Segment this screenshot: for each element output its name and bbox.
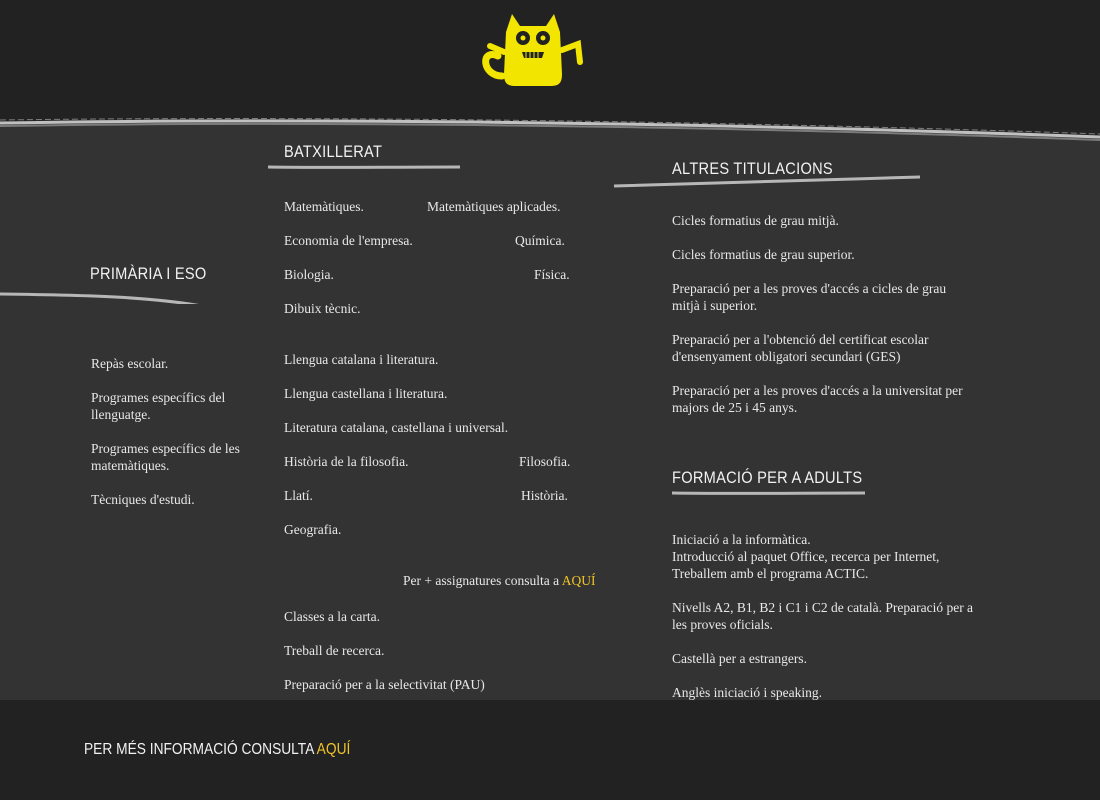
chalk-edge-line <box>0 112 1100 142</box>
primaria-item: Programes específics del llenguatge. <box>91 390 226 422</box>
primaria-underline <box>0 290 225 304</box>
footer-label: PER MÉS INFORMACIÓ CONSULTA <box>84 741 314 758</box>
batx-extra-item: Preparació per a la selectivitat (PAU) <box>284 677 485 692</box>
adults-item: Nivells A2, B1, B2 i C1 i C2 de català. Preparació per a les proves oficials. <box>672 600 974 632</box>
batx-item: Literatura catalana, castellana i universal. <box>284 420 509 435</box>
altres-title: ALTRES TITULACIONS <box>672 159 833 178</box>
batx-item: Història. <box>521 488 568 503</box>
altres-item: Preparació per a les proves d'accés a cicles de grau mitjà i superior. <box>672 281 947 313</box>
adults-info-line: Introducció al paquet Office, recerca per Internet, <box>672 549 940 564</box>
batx-item: Biologia. <box>284 267 334 282</box>
adults-title: FORMACIÓ PER A ADULTS <box>672 468 863 487</box>
footer-info <box>84 741 350 759</box>
adults-underline <box>672 488 868 498</box>
batx-item: Llengua castellana i literatura. <box>284 386 448 401</box>
primaria-item: Tècniques d'estudi. <box>91 492 195 507</box>
batxillerat-underline <box>268 162 464 174</box>
yellow-cat-mascot-icon[interactable] <box>478 6 588 90</box>
batx-item: Geografia. <box>284 522 342 537</box>
altres-item: Cicles formatius de grau mitjà. <box>672 213 839 228</box>
batx-item: Història de la filosofia. <box>284 454 409 469</box>
batx-item: Economia de l'empresa. <box>284 233 413 248</box>
more-subjects-link[interactable]: AQUÍ <box>561 573 596 588</box>
primaria-title: PRIMÀRIA I ESO <box>90 264 207 283</box>
batxillerat-title: BATXILLERAT <box>284 142 383 161</box>
batx-extra-item: Treball de recerca. <box>284 643 385 658</box>
adults-info-line: Iniciació a la informàtica. <box>672 532 811 547</box>
primaria-item: Programes específics de les matemàtiques. <box>91 441 240 473</box>
batx-item: Matemàtiques. <box>284 199 364 214</box>
altres-item: Preparació per a l'obtenció del certificat escolar d'ensenyament obligatori secundari (GES) <box>672 332 929 364</box>
batx-extra-item: Classes a la carta. <box>284 609 380 624</box>
altres-underline <box>614 174 924 190</box>
more-subjects-label: Per + assignatures consulta a <box>403 573 560 588</box>
adults-item: Castellà per a estrangers. <box>672 651 807 666</box>
batx-item: Llatí. <box>284 488 313 503</box>
primaria-item: Repàs escolar. <box>91 356 169 371</box>
batx-item: Matemàtiques aplicades. <box>427 199 561 214</box>
adults-item: Anglès iniciació i speaking. <box>672 685 822 700</box>
footer-link[interactable]: AQUÍ <box>316 741 351 758</box>
altres-item: Preparació per a les proves d'accés a la universitat per majors de 25 i 45 anys. <box>672 383 963 415</box>
batx-item: Dibuix tècnic. <box>284 301 361 316</box>
batx-item: Llengua catalana i literatura. <box>284 352 439 367</box>
altres-item: Cicles formatius de grau superior. <box>672 247 855 262</box>
batx-item: Física. <box>534 267 570 282</box>
adults-info-line: Treballem amb el programa ACTIC. <box>672 566 869 581</box>
batx-item: Filosofia. <box>519 454 571 469</box>
batx-item: Química. <box>515 233 565 248</box>
more-subjects-text <box>403 572 595 589</box>
